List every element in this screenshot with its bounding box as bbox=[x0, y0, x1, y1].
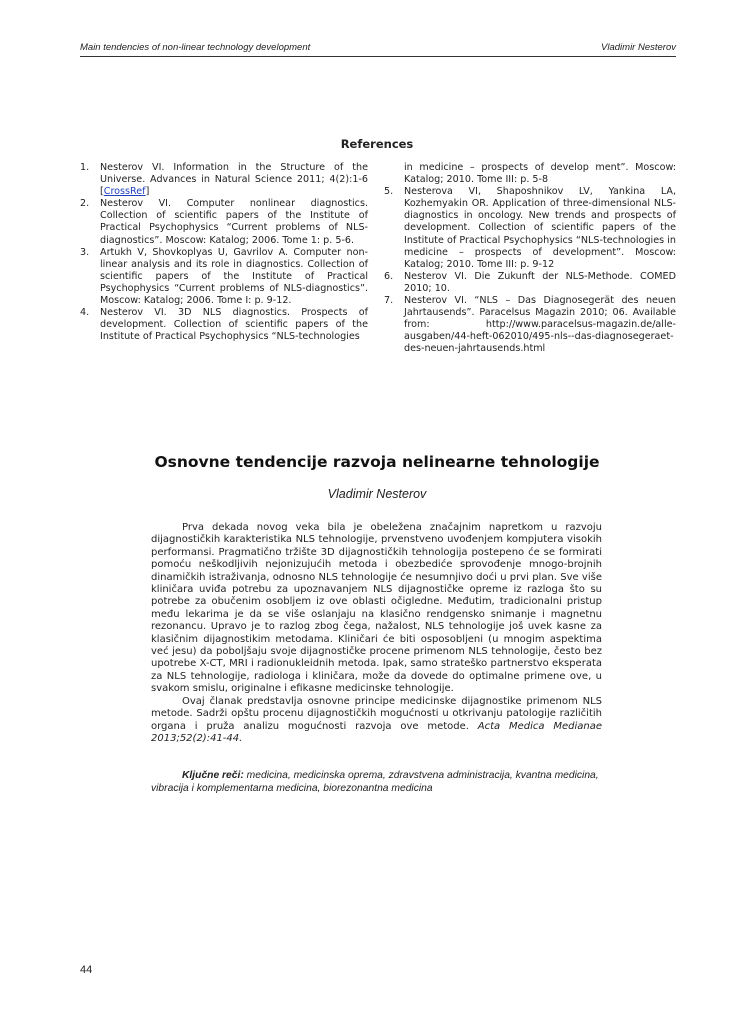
crossref-link[interactable]: CrossRef bbox=[103, 186, 146, 198]
references-column-left bbox=[80, 162, 368, 343]
reference-item bbox=[384, 186, 676, 271]
reference-number: 3. bbox=[80, 246, 90, 258]
reference-item bbox=[384, 271, 676, 295]
reference-item bbox=[80, 198, 368, 246]
reference-item bbox=[80, 162, 368, 198]
reference-text: Nesterov VI. Information in the Structure of the Universe. Advances in Natural Science 2011; 4(2):1-6 [ bbox=[100, 162, 368, 198]
reference-item-continued bbox=[384, 162, 676, 186]
running-header bbox=[80, 42, 676, 57]
reference-text: Artukh V, Shovkoplyas U, Gavrilov A. Computer non-linear analysis and its role in diagnostics. Collection of scientific papers of the Institute of Practical Psychophysics “Current problems of NLS-diagnostics”. Moscow: Katalog; 2006. Tome I: p. 9-12. bbox=[100, 246, 368, 307]
reference-number: 7. bbox=[384, 295, 394, 307]
reference-text-end: ] bbox=[145, 186, 150, 198]
reference-text: Nesterov VI. 3D NLS diagnostics. Prospects of development. Collection of scientific papers of the Institute of Practical Psychophysics “NLS-technologies bbox=[100, 307, 368, 343]
reference-number: 1. bbox=[80, 162, 90, 173]
reference-number: 5. bbox=[384, 186, 394, 198]
header-journal-title: Main tendencies of non-linear technology development bbox=[80, 42, 311, 53]
article-title: Osnovne tendencije razvoja nelinearne tehnologije bbox=[154, 453, 600, 471]
keywords-label: Ključne reči: bbox=[182, 770, 244, 781]
reference-text: Nesterova VI, Shaposhnikov LV, Yankina LA, Kozhemyakin OR. Application of three-dimensional NLS-diagnostics in oncology. New trends and prospects of development. Collection of scientific papers of the Institute of Practical Psychophysics “NLS-technologies in medicine – prospects of development”. Moscow: Katalog; 2010. Tome III: p. 9-12 bbox=[404, 186, 676, 270]
reference-item bbox=[384, 295, 676, 355]
header-author: Vladimir Nesterov bbox=[601, 42, 676, 53]
reference-number: 2. bbox=[80, 198, 90, 210]
keywords bbox=[151, 770, 602, 795]
reference-number: 4. bbox=[80, 307, 90, 319]
abstract-citation: Acta Medica Medianae 2013;52(2):41-44. bbox=[151, 720, 602, 744]
abstract-text: Ovaj članak predstavlja osnovne principe medicinske dijagnostike primenom NLS metode. Sadrži opštu procenu dijagnostičkih mogućnosti u otkrivanju patologije različitih organa i pruža analizu mogućnosti razvoja ove metode. bbox=[151, 695, 602, 732]
reference-text: Nesterov VI. Computer nonlinear diagnostics. Collection of scientific papers of the Institute of Practical Psychophysics “Current problems of NLS-diagnostics”. Moscow: Katalog; 2006. Tome 1: p. 5-6. bbox=[100, 198, 368, 246]
abstract-paragraph: Prva dekada novog veka bila je obeležena značajnim napretkom u razvoju dijagnostičkih karakteristika NLS tehnologije, prvenstveno uvođenjem kompjutera visokih performansi. Pragmatično tržište 3D dijagnostičkih tehnologija postepeno će se formirati pomoću neškodljivih nejonizujućih metoda i obezbediće sprovođenje mnogo-brojnih dinamičkih istraživanja, odnosno NLS tehnologije će nesumnjivo doći u prvi plan. Sve više kliničara uviđa potrebu za upoznavanjem NLS dijagnostičke opreme iz razloga što su potrebe za obučenim osobljem iz ove oblasti očigledne. Međutim, tradicionalni pristup među lekarima je da se više oslanjaju na klasično rendgensko snimanje i magnetnu rezonancu. Upravo je to razlog zbog čega, nažalost, NLS tehnologije još uvek kasne za klasičnim dijagnostikim metodama. Kliničari će biti osposobljeni (u mnogim aspektima već jesu) da poboljšaju svoje dijagnostičke procene primenom NLS tehnologije, često bez upotrebe X-CT, MRI i radionukleidnih metoda. Ipak, samo strateško partnerstvo eksperata za NLS tehnologije, radiologa i kliničara, može da dovede do optimalne primene ove, u svakom smislu, originalne i efikasne medicinske tehnologije. bbox=[151, 522, 602, 695]
reference-item bbox=[80, 247, 368, 307]
references-heading: References bbox=[340, 137, 414, 151]
reference-item bbox=[80, 307, 368, 343]
references-column-right bbox=[384, 162, 676, 356]
abstract bbox=[151, 522, 602, 745]
abstract-paragraph bbox=[151, 696, 602, 746]
article-author: Vladimir Nesterov bbox=[327, 487, 427, 501]
reference-number: 6. bbox=[384, 270, 394, 282]
reference-text: in medicine – prospects of develop ment”. Moscow: Katalog; 2010. Tome III: p. 5-8 bbox=[404, 162, 676, 186]
page-number: 44 bbox=[80, 964, 93, 976]
keywords-text: medicina, medicinska oprema, zdravstvena administracija, kvantna medicina, vibracija i komplementarna medicina, biorezonantna medicina bbox=[151, 770, 599, 794]
reference-text: Nesterov VI. Die Zukunft der NLS-Methode. COMED 2010; 10. bbox=[404, 270, 676, 294]
reference-text: Nesterov VI. “NLS – Das Diagnosegerät des neuen Jahrtausends”. Paracelsus Magazin 2010; 06. Available from: http://www.paracelsus-magazin.de/alle-ausgaben/44-heft-062010/495-nls--das-diagnosegeraet-des-neuen-jahrtausends.html bbox=[404, 295, 676, 355]
